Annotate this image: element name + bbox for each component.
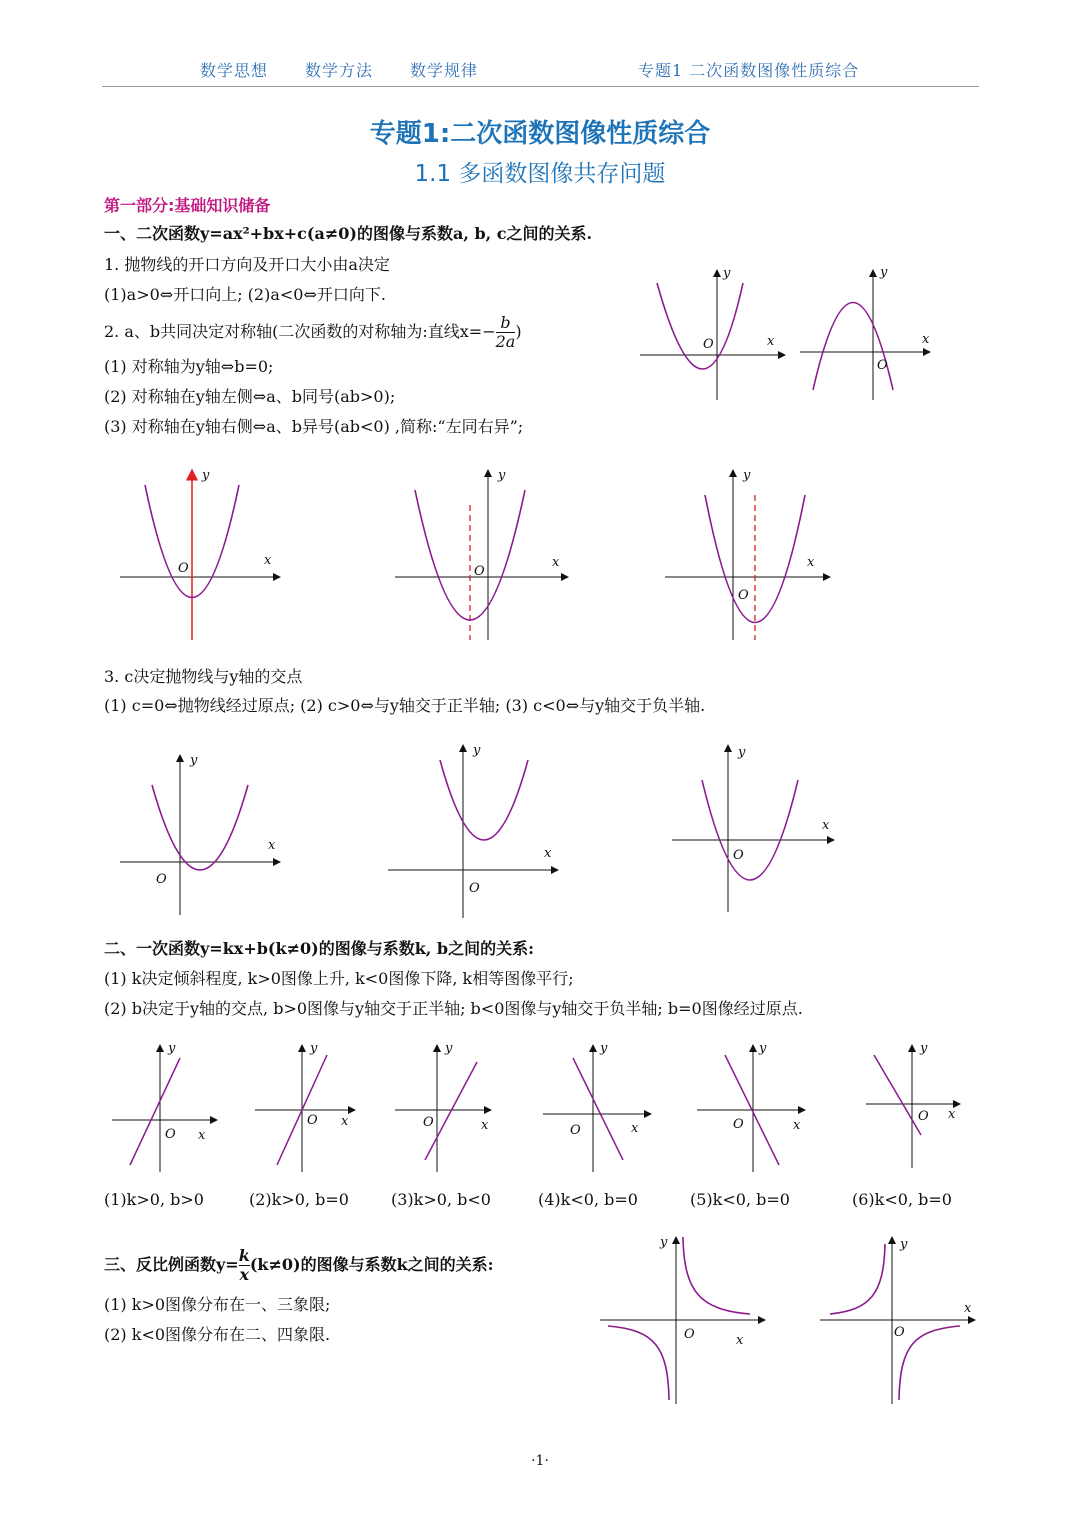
sec2-line2: (2) b决定于y轴的交点, b>0图像与y轴交于正半轴; b<0图像与y轴交于负半轴; b=0图像经过原点. bbox=[104, 999, 803, 1018]
sec3-line1: (1) k>0图像分布在一、三象限; bbox=[104, 1295, 331, 1314]
x-label: x bbox=[198, 1128, 206, 1143]
sec1-line4: (1) 对称轴为y轴⇔b=0; bbox=[104, 357, 274, 376]
x-label: x bbox=[964, 1301, 972, 1316]
origin-label: O bbox=[918, 1109, 929, 1124]
fraction-numerator: k bbox=[238, 1246, 250, 1265]
origin-label: O bbox=[684, 1327, 695, 1342]
x-label: x bbox=[481, 1118, 489, 1133]
graph-linear-6 bbox=[866, 1040, 966, 1175]
sec2-line1: (1) k决定倾斜程度, k>0图像上升, k<0图像下降, k相等图像平行; bbox=[104, 969, 574, 988]
header-divider bbox=[102, 86, 979, 87]
x-label: x bbox=[793, 1118, 801, 1133]
origin-label: O bbox=[156, 872, 167, 887]
sec1-line3-close: ) bbox=[515, 322, 522, 341]
y-label: y bbox=[600, 1041, 608, 1056]
graph-linear-4 bbox=[543, 1040, 658, 1175]
y-label: y bbox=[190, 753, 198, 768]
y-label: y bbox=[498, 468, 506, 483]
inverse-fraction bbox=[239, 1247, 250, 1284]
x-label: x bbox=[268, 838, 276, 853]
origin-label: O bbox=[703, 337, 714, 352]
origin-label: O bbox=[469, 881, 480, 896]
page-subtitle: 1.1 多函数图像共存问题 bbox=[414, 161, 666, 187]
y-label: y bbox=[920, 1041, 928, 1056]
sec3-line2: (2) k<0图像分布在二、四象限. bbox=[104, 1325, 331, 1344]
x-label: x bbox=[552, 555, 560, 570]
graph-opening-down bbox=[795, 265, 935, 405]
graph-opening-up bbox=[635, 265, 790, 405]
graph-c-zero bbox=[120, 750, 285, 920]
fraction-denominator: 2a bbox=[495, 332, 516, 351]
sec3-heading bbox=[104, 1245, 494, 1285]
origin-label: O bbox=[178, 561, 189, 576]
x-label: x bbox=[822, 818, 830, 833]
graph-axis-on-y bbox=[120, 465, 285, 645]
graph-axis-left bbox=[390, 465, 575, 645]
header-tag-3: 数学规律 bbox=[410, 61, 479, 80]
origin-label: O bbox=[733, 848, 744, 863]
x-label: x bbox=[807, 555, 815, 570]
sec1-line3-text: 2. a、b共同决定对称轴(二次函数的对称轴为:直线x=− bbox=[104, 322, 496, 341]
y-label: y bbox=[445, 1041, 453, 1056]
x-label: x bbox=[544, 846, 552, 861]
header-tag-2: 数学方法 bbox=[305, 61, 374, 80]
graph-linear-3 bbox=[395, 1040, 495, 1175]
sec1-line7: 3. c决定抛物线与y轴的交点 bbox=[104, 667, 303, 686]
origin-label: O bbox=[738, 588, 749, 603]
linear-caption-5: (5)k<0, b=0 bbox=[690, 1190, 790, 1209]
origin-label: O bbox=[877, 358, 888, 373]
sec3-heading-text: 三、反比例函数y= bbox=[104, 1255, 239, 1274]
graph-c-positive bbox=[388, 740, 563, 920]
sec1-heading: 一、二次函数y=ax²+bx+c(a≠0)的图像与系数a, b, c之间的关系. bbox=[104, 224, 593, 243]
origin-label: O bbox=[570, 1123, 581, 1138]
y-label: y bbox=[738, 745, 746, 760]
linear-caption-3: (3)k>0, b<0 bbox=[391, 1190, 491, 1209]
origin-label: O bbox=[733, 1117, 744, 1132]
graph-linear-1 bbox=[112, 1040, 222, 1175]
x-label: x bbox=[341, 1114, 349, 1129]
part-heading: 第一部分:基础知识储备 bbox=[104, 196, 271, 215]
x-label: x bbox=[736, 1333, 744, 1348]
x-label: x bbox=[767, 334, 775, 349]
origin-label: O bbox=[423, 1115, 434, 1130]
fraction-denominator: x bbox=[239, 1265, 250, 1284]
graph-inverse-negative bbox=[820, 1232, 980, 1407]
y-label: y bbox=[743, 468, 751, 483]
page-number: ·1· bbox=[531, 1453, 549, 1469]
graph-inverse-positive bbox=[600, 1232, 770, 1407]
graph-linear-5 bbox=[697, 1040, 812, 1175]
header-topic: 专题1 二次函数图像性质综合 bbox=[638, 61, 860, 80]
origin-label: O bbox=[307, 1113, 318, 1128]
y-label: y bbox=[202, 468, 210, 483]
sec1-line5: (2) 对称轴在y轴左侧⇔a、b同号(ab>0); bbox=[104, 387, 396, 406]
sec1-line1: 1. 抛物线的开口方向及开口大小由a决定 bbox=[104, 255, 390, 274]
linear-caption-2: (2)k>0, b=0 bbox=[249, 1190, 349, 1209]
page-title: 专题1:二次函数图像性质综合 bbox=[369, 119, 711, 149]
linear-caption-1: (1)k>0, b>0 bbox=[104, 1190, 204, 1209]
sec1-line6: (3) 对称轴在y轴右侧⇔a、b异号(ab<0) ,简称:“左同右异”; bbox=[104, 417, 524, 436]
graph-axis-right bbox=[665, 465, 840, 645]
y-label: y bbox=[880, 265, 888, 280]
y-label: y bbox=[310, 1041, 318, 1056]
y-label: y bbox=[473, 743, 481, 758]
x-label: x bbox=[631, 1121, 639, 1136]
graph-c-negative bbox=[672, 740, 842, 920]
sec2-heading: 二、一次函数y=kx+b(k≠0)的图像与系数k, b之间的关系: bbox=[104, 939, 535, 958]
x-label: x bbox=[948, 1107, 956, 1122]
linear-caption-4: (4)k<0, b=0 bbox=[538, 1190, 638, 1209]
fraction-numerator: b bbox=[496, 314, 516, 333]
origin-label: O bbox=[894, 1325, 905, 1340]
sec1-line3 bbox=[104, 312, 522, 352]
y-label: y bbox=[900, 1237, 908, 1252]
x-label: x bbox=[922, 332, 930, 347]
origin-label: O bbox=[165, 1127, 176, 1142]
y-label: y bbox=[759, 1041, 767, 1056]
sec1-line8: (1) c=0⇔抛物线经过原点; (2) c>0⇔与y轴交于正半轴; (3) c<0⇔与y轴交于负半轴. bbox=[104, 696, 706, 715]
graph-linear-2 bbox=[255, 1040, 360, 1175]
sec1-line2: (1)a>0⇔开口向上; (2)a<0⇔开口向下. bbox=[104, 285, 386, 304]
header-tag-1: 数学思想 bbox=[200, 61, 269, 80]
symmetry-fraction bbox=[496, 314, 516, 351]
x-label: x bbox=[264, 553, 272, 568]
y-label: y bbox=[168, 1041, 176, 1056]
y-label: y bbox=[660, 1235, 668, 1250]
sec3-heading-rest: (k≠0)的图像与系数k之间的关系: bbox=[249, 1255, 494, 1274]
linear-caption-6: (6)k<0, b=0 bbox=[852, 1190, 952, 1209]
y-label: y bbox=[723, 266, 731, 281]
origin-label: O bbox=[474, 564, 485, 579]
